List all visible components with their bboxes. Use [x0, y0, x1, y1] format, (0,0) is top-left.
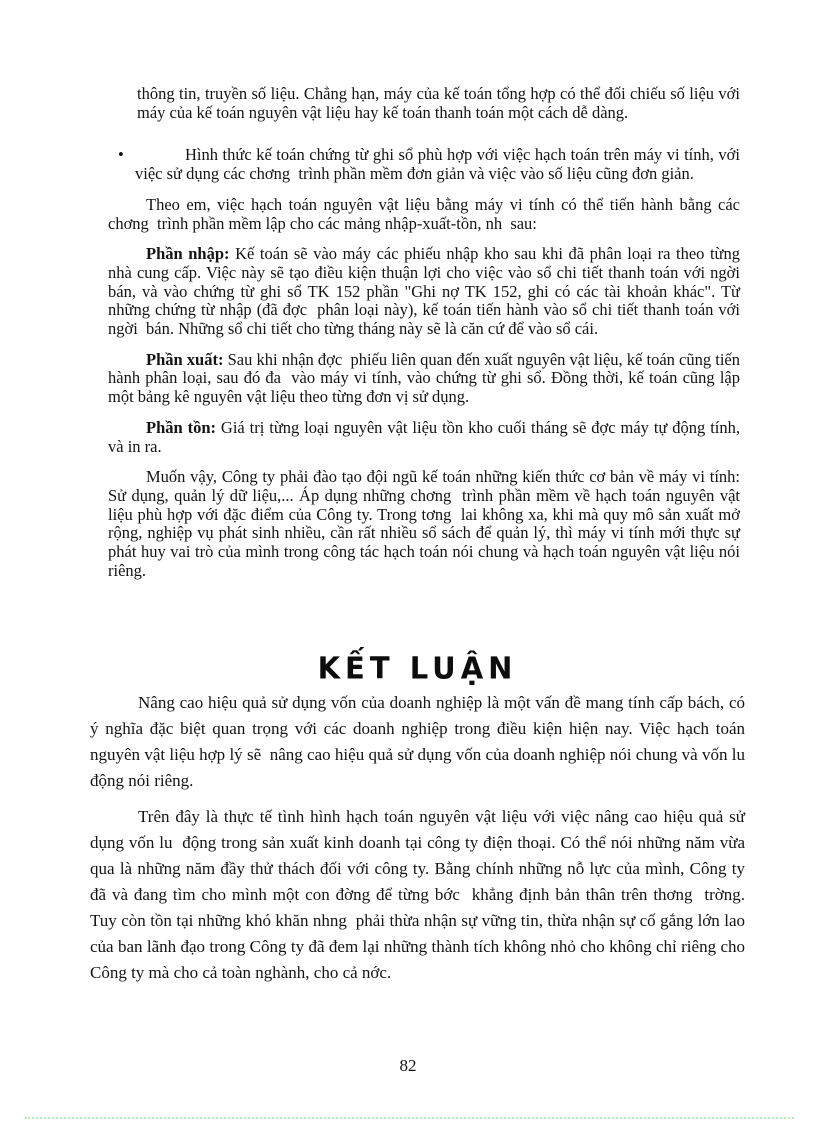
conclusion-title: KẾT LUẬN: [317, 650, 518, 686]
bullet-item-text: Hình thức kế toán chứng từ ghi sổ phù hợp với việc hạch toán trên máy vi tính, với việc sử dụng các chơng trình phần mềm đơn giản và việc vào số liệu cũng đơn giản.: [135, 145, 745, 184]
paragraph-continuation: thông tin, truyền số liệu. Chẳng hạn, máy của kế toán tổng hợp có thể đối chiếu số liệu với máy của kế toán nguyên vật liệu hay kế toán thanh toán một cách dễ dàng.: [137, 84, 745, 122]
bullet-icon: •: [118, 145, 124, 165]
bottom-dotted-divider: [25, 1117, 794, 1119]
bullet-list-item: [108, 145, 745, 184]
paragraph-phan-nhap: [108, 244, 749, 339]
conclusion-section: [90, 650, 754, 996]
page-number: 82: [399, 1056, 417, 1075]
conclusion-paragraph-1: Nâng cao hiệu quả sử dụng vốn của doanh nghiệp là một vấn đề mang tính cấp bách, có ý nghĩa đặc biệt quan trọng với các doanh nghiệp trong điều kiện hiện nay. Việc hạch toán nguyên vật liệu hợp lý sẽ nâng cao hiệu quả sử dụng vốn của doanh nghiệp nói chung và vốn lu động nói riêng.: [90, 693, 754, 790]
phan-ton-text: Giá trị từng loại nguyên vật liệu tồn kho cuối tháng sẽ đợc máy tự động tính, và in ra.: [108, 417, 745, 456]
paragraph-intro: Theo em, việc hạch toán nguyên vật liệu bằng máy vi tính có thể tiến hành bằng các chơng trình phần mềm lập cho các mảng nhập-xuất-tồn, nh sau:: [108, 194, 745, 233]
paragraph-muon-vay: Muốn vậy, Công ty phải đào tạo đội ngũ kế toán những kiến thức cơ bản về máy vi tính: Sử dụng, quản lý dữ liệu,... Áp dụng những chơng trình phần mềm về hạch toán nguyên vật liệu phù hợp với đặc điểm của Công ty. Trong tơng lai không xa, khi mà quy mô sản xuất mở rộng, nghiệp vụ phát sinh nhiều, cần rất nhiều sổ sách để quản lý, thì máy vi tính mới thực sự phát huy vai trò của mình trong công tác hạch toán nói chung và hạch toán nguyên vật liệu nói riêng.: [108, 467, 745, 580]
body-section: [108, 84, 749, 592]
paragraph-phan-ton: [108, 417, 745, 456]
conclusion-paragraph-2: Trên đây là thực tế tình hình hạch toán nguyên vật liệu với việc nâng cao hiệu quả sử dụng vốn lu động trong sản xuất kinh doanh tại công ty điện thoại. Có thể nói những năm vừa qua là những năm đầy thử thách đối với công ty. Bằng chính những nỗ lực của mình, Công ty đã và đang tìm cho mình một con đờng để từng bớc khẳng định bản thân trên thơng trờng. Tuy còn tồn tại những khó khăn nhng phải thừa nhận sự vững tin, thừa nhận sự cố gắng lớn lao của ban lãnh đạo trong Công ty đã đem lại những thành tích không nhỏ cho không chỉ riêng cho Công ty mà cho cả toàn nghành, cho cả nớc.: [90, 807, 754, 982]
phan-nhap-text: Kế toán sẽ vào máy các phiếu nhập kho sau khi đã phân loại ra theo từng nhà cung cấp. Việc này sẽ tạo điều kiện thuận lợi cho việc vào sổ chi tiết thanh toán với ngời bán, và vào chứng từ ghi sổ TK 152 phần "Ghi nợ TK 152, ghi có các tài khoản khác". Từ những chứng từ nhập (đã đợc phân loại này), kế toán tiến hành vào sổ chi tiết thanh toán với ngời bán. Những sổ chi tiết cho từng tháng này sẽ là căn cứ để vào sổ cái.: [108, 244, 749, 339]
phan-ton-label: Phần tồn:: [146, 417, 217, 437]
phan-xuat-text: Sau khi nhận đợc phiếu liên quan đến xuất nguyên vật liệu, kế toán cũng tiến hành phân loại, sau đó đa vào máy vi tính, vào chứng từ ghi sổ. Đồng thời, kế toán cũng lập một bảng kê nguyên vật liệu theo từng đơn vị sử dụng.: [108, 349, 745, 407]
phan-nhap-label: Phần nhập:: [146, 244, 230, 264]
paragraph-phan-xuat: [108, 349, 745, 407]
phan-xuat-label: Phần xuất:: [146, 349, 224, 369]
